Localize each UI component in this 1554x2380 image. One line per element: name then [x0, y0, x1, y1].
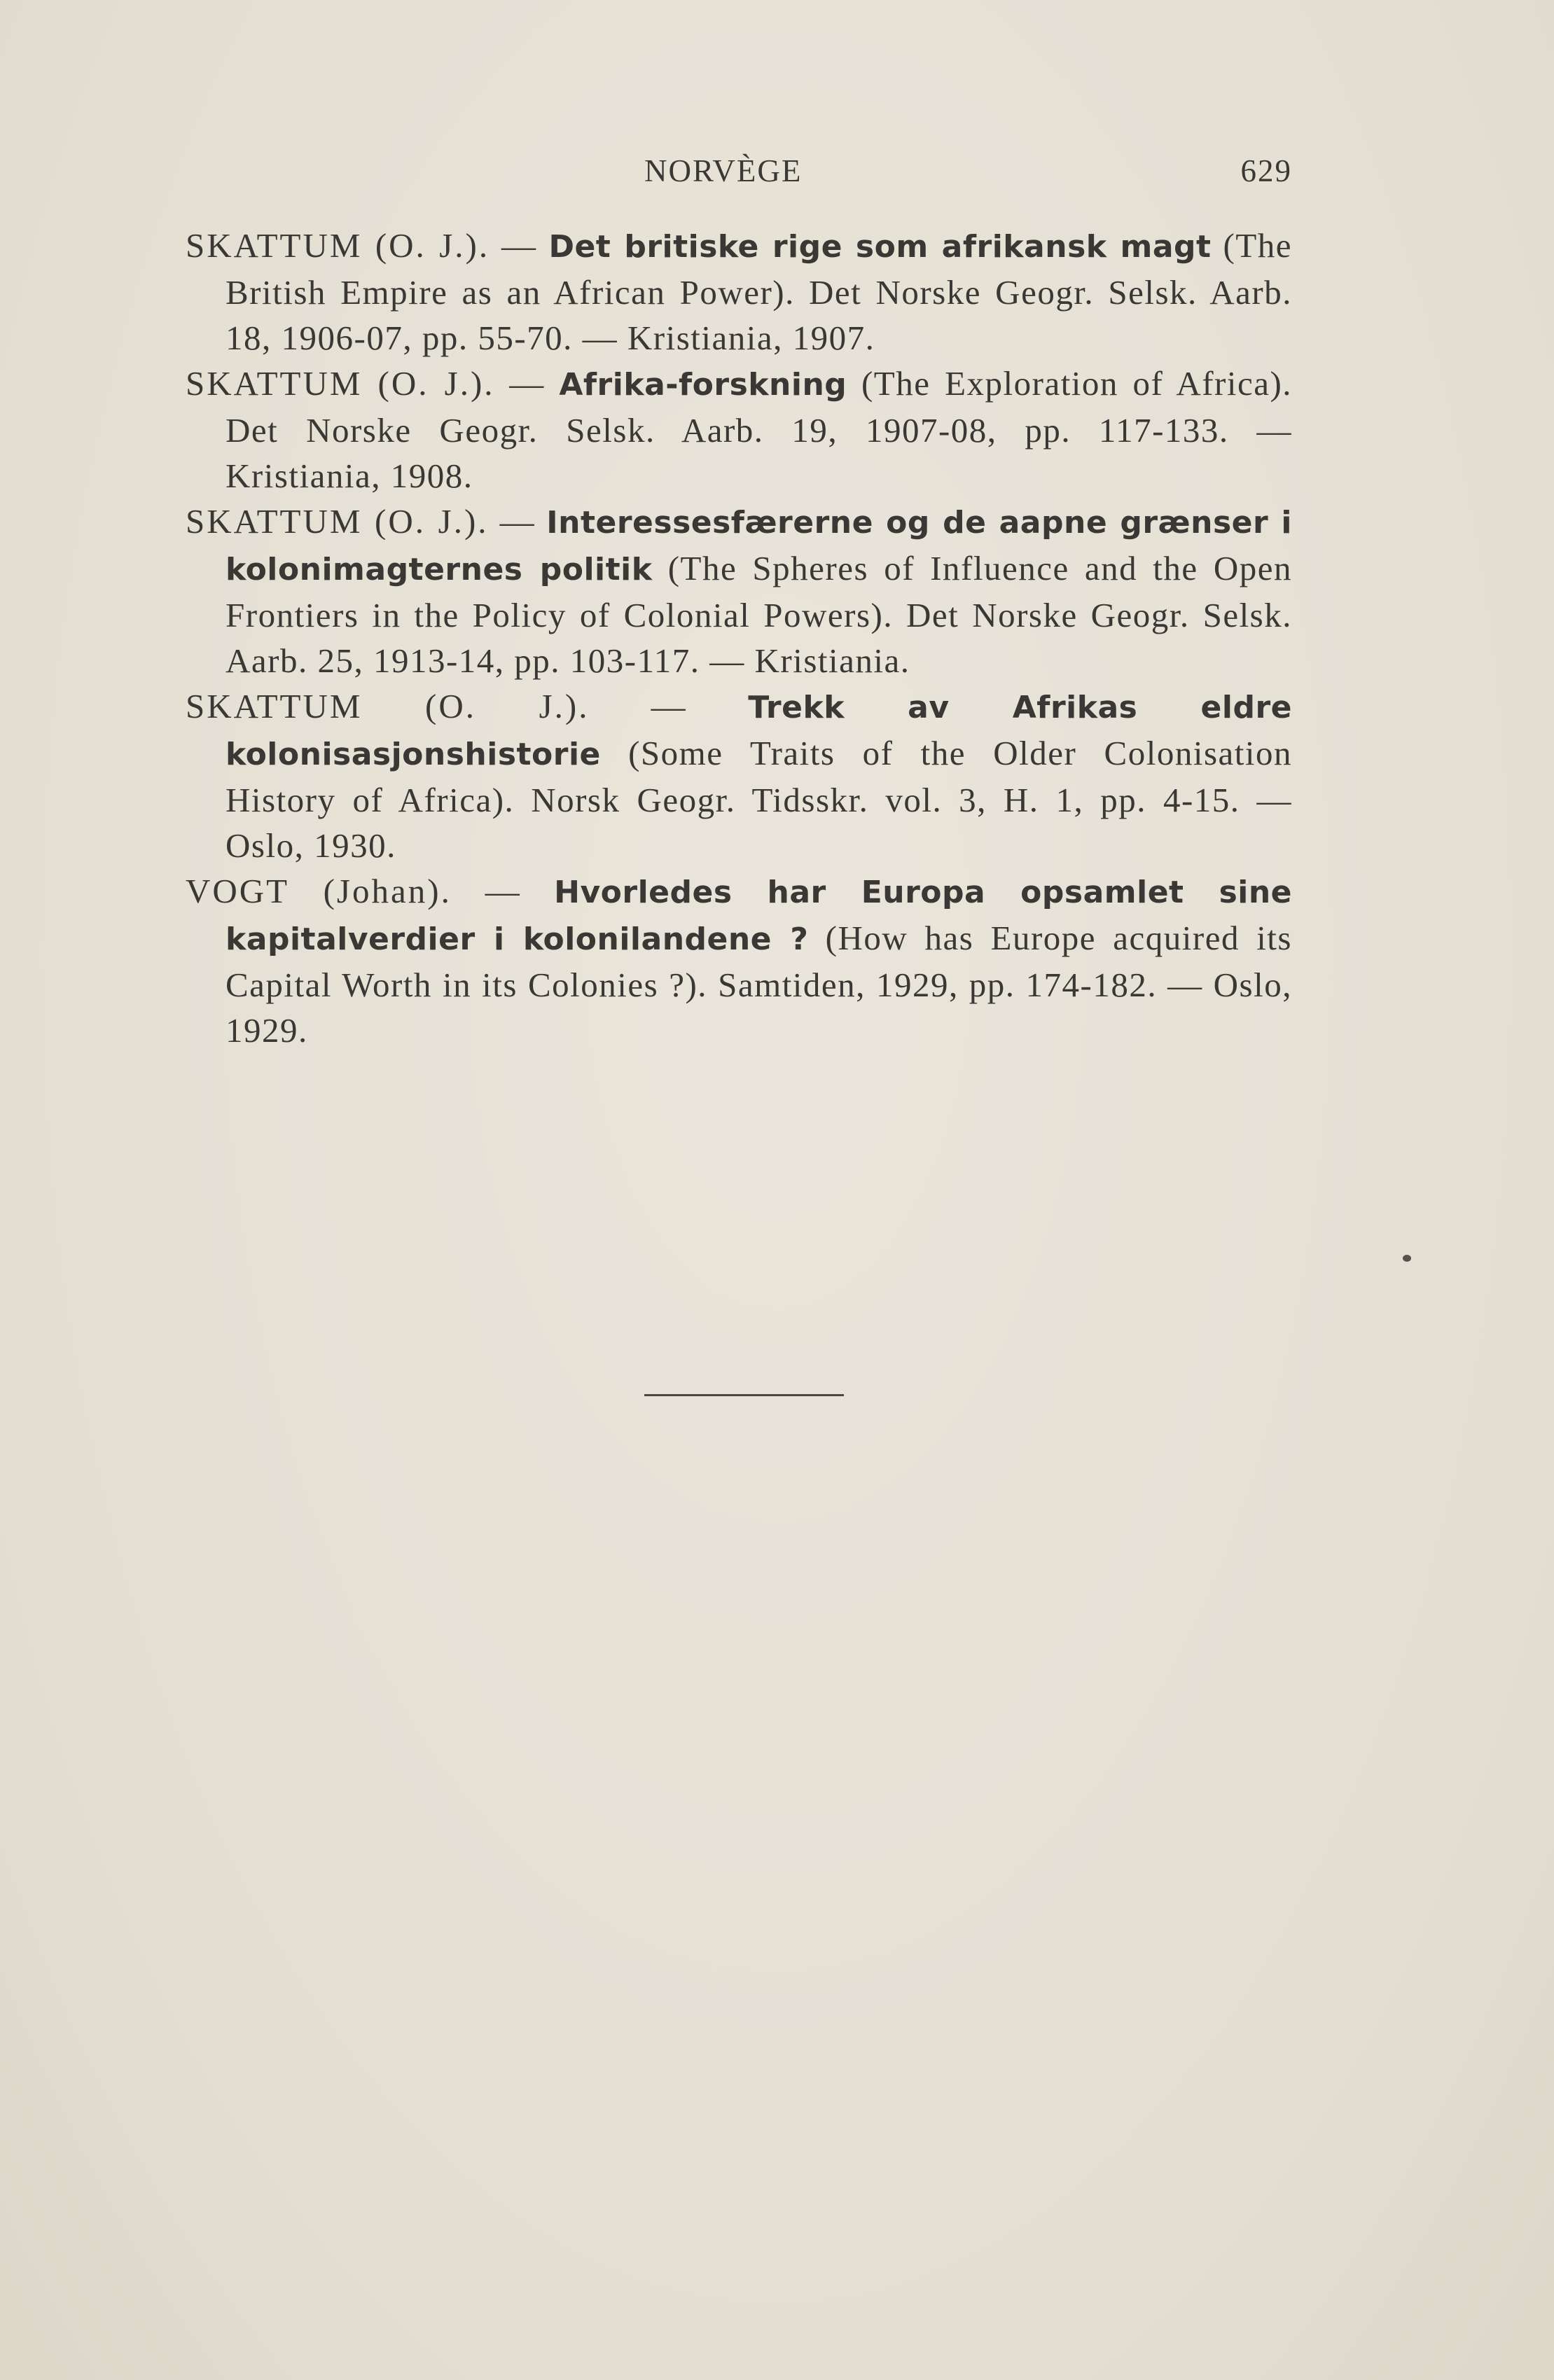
entry-title: Det britiske rige som afrikansk magt — [548, 229, 1212, 265]
entry-author: SKATTUM (O. J.). — [186, 502, 489, 541]
entry-details: (The British Empire as an African Power). Det Norske Geogr. Selsk. Aarb. 18, 1906-07, pp. 55-70. — Kristiania, 1907. — [226, 226, 1293, 357]
bibliography-list — [186, 223, 1292, 1053]
entry-title: Hvorledes har Europa opsamlet sine kapitalverdier i kolonilandene ? — [226, 875, 1293, 957]
bibliography-entry — [186, 868, 1292, 1053]
entry-author: SKATTUM (O. J.). — [186, 364, 495, 403]
running-head-title: NORVÈGE — [644, 153, 803, 188]
entry-dash: — — [488, 502, 547, 541]
entry-details: (The Exploration of Africa). Det Norske Geogr. Selsk. Aarb. 19, 1907-08, pp. 117-133. — Kristiania, 1908. — [226, 364, 1293, 495]
entry-author: SKATTUM (O. J.). — [186, 687, 590, 725]
bibliography-entry — [186, 361, 1292, 499]
entry-dash: — — [589, 687, 749, 725]
entry-details: (Some Traits of the Older Colonisation History of Africa). Norsk Geogr. Tidsskr. vol. 3, H. 1, pp. 4-15. — Oslo, 1930. — [226, 734, 1292, 865]
entry-details: (How has Europe acquired its Capital Worth in its Colonies ?). Samtiden, 1929, pp. 174-182. — Oslo, 1929. — [226, 919, 1292, 1050]
scan-speck — [1403, 1255, 1411, 1262]
entry-dash: — — [490, 226, 549, 265]
entry-details: (The Spheres of Influence and the Open Frontiers in the Policy of Colonial Powers). Det Norske Geogr. Selsk. Aarb. 25, 1913-14, pp. 103-117. — Kristiania. — [226, 549, 1292, 680]
entry-dash: — — [494, 364, 560, 403]
bibliography-entry — [186, 683, 1292, 868]
page-number: 629 — [1240, 153, 1292, 188]
entry-author: SKATTUM (O. J.). — [186, 226, 490, 265]
entry-dash: — — [451, 872, 555, 910]
bibliography-entry — [186, 223, 1292, 361]
running-head — [186, 153, 1292, 195]
section-end-rule — [644, 1394, 844, 1396]
entry-title: Afrika-forskning — [559, 367, 847, 403]
entry-title: Trekk av Afrikas eldre kolonisasjonshistorie — [226, 690, 1293, 772]
bibliography-entry — [186, 499, 1292, 683]
entry-title: Interessesfærerne og de aapne grænser i kolonimagternes politik — [226, 505, 1293, 587]
entry-author: VOGT (Johan). — [186, 872, 452, 910]
